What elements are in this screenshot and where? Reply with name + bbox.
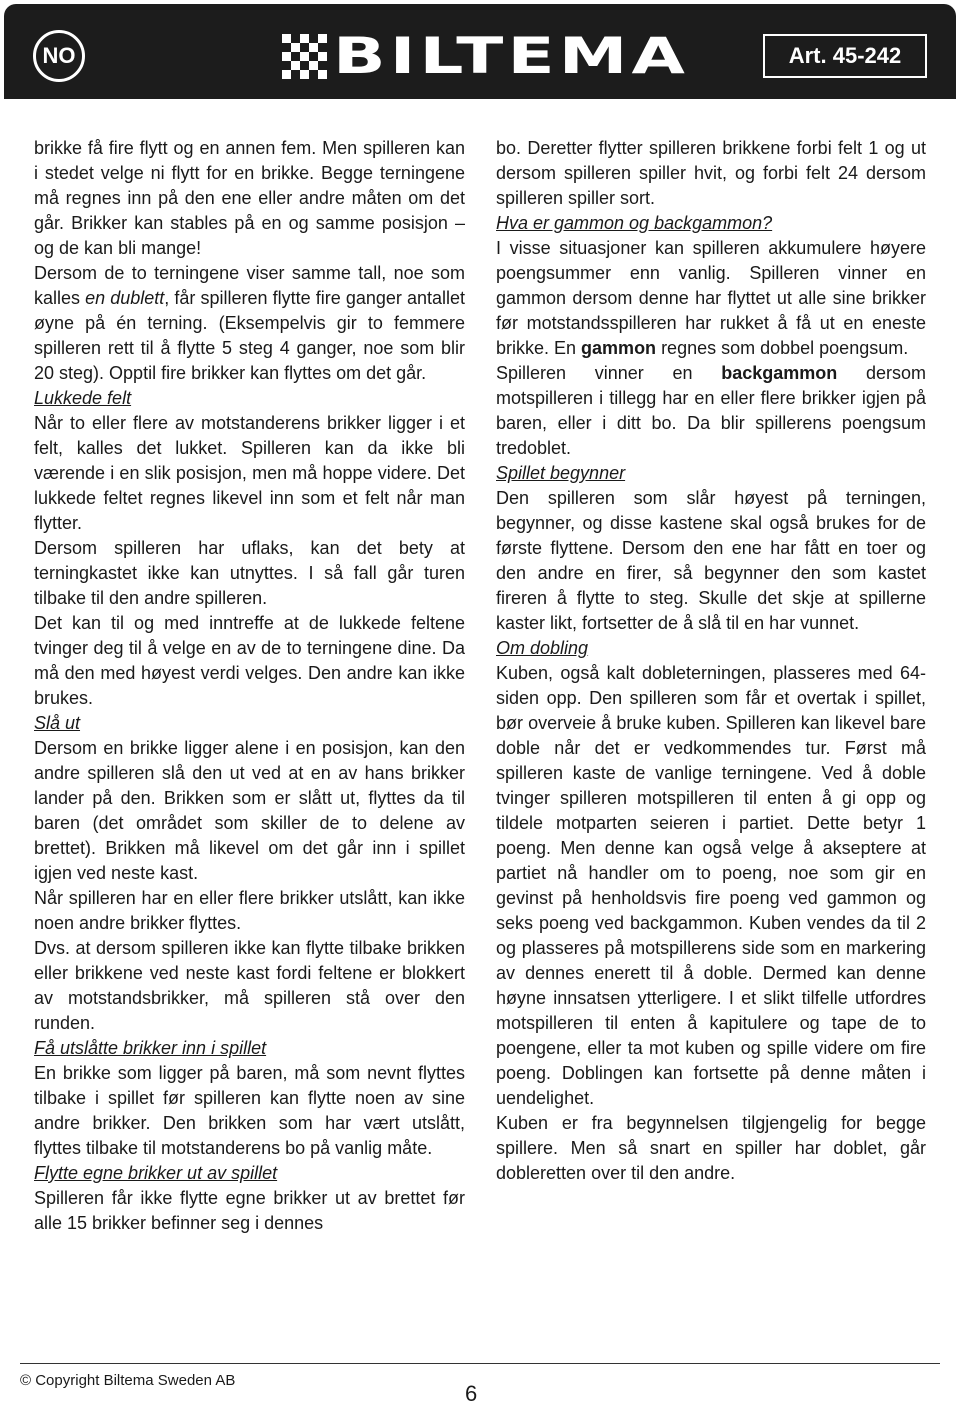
text-run: I visse situasjoner kan spilleren akkumulere høyere poengsummer enn vanlig. Spilleren vinner en gammon dersom denne har flyttet ut alle sine brikker før motstandsspilleren har rukket å få ut en eneste brikke. En bbox=[496, 238, 926, 358]
footer-divider bbox=[20, 1363, 940, 1364]
biltema-logo bbox=[282, 27, 690, 85]
section-heading: Lukkede felt bbox=[34, 388, 132, 408]
language-badge: NO bbox=[33, 30, 85, 82]
right-column bbox=[496, 136, 926, 1186]
page-number: 6 bbox=[465, 1381, 478, 1406]
paragraph: Dersom spilleren har uflaks, kan det bety at terningkastet ikke kan utnyttes. I så fall går turen tilbake til den andre spilleren. bbox=[34, 538, 465, 608]
paragraph: Når to eller flere av motstanderens brikker ligger i et felt, kalles det lukket. Spilleren kan da ikke bli værende i en slik posisjon, men må hoppe videre. Det lukkede feltet regnes likevel inn som et felt når man flytter. bbox=[34, 413, 465, 533]
paragraph: Dvs. at dersom spilleren ikke kan flytte tilbake brikken eller brikkene ved neste kast fordi feltene er blokkert av motstandsbrikker, må spilleren stå over den runden. bbox=[34, 938, 465, 1033]
logo-text: BILTEMA bbox=[333, 27, 690, 85]
section-heading: Hva er gammon og backgammon? bbox=[496, 213, 773, 233]
header-bar bbox=[4, 4, 956, 99]
paragraph bbox=[496, 236, 926, 361]
paragraph: bo. Deretter flytter spilleren brikkene forbi felt 1 og ut dersom spilleren spiller hvit, og forbi felt 24 dersom spilleren spiller sort. bbox=[496, 138, 926, 208]
section-heading: Spillet begynner bbox=[496, 463, 626, 483]
article-number: Art. 45-242 bbox=[763, 34, 927, 78]
paragraph: Kuben er fra begynnelsen tilgjengelig for begge spillere. Men så snart en spiller har doblet, går dobleretten over til den andre. bbox=[496, 1113, 926, 1183]
paragraph: brikke få fire flytt og en annen fem. Men spilleren kan i stedet velge ni flytt for en brikke. Begge terningene må regnes inn på den ene eller andre måten om det går. Brikker kan stables på en og samme posisjon – og de kan bli mange! bbox=[34, 138, 465, 258]
section-heading: Om dobling bbox=[496, 638, 589, 658]
copyright-notice: © Copyright Biltema Sweden AB bbox=[20, 1372, 236, 1389]
text-run: dersom motspilleren i tillegg har en eller flere brikker igjen på baren, eller i ditt bo. Da blir spillerens poengsum tredoblet. bbox=[496, 363, 926, 458]
text-run: , får spilleren flytte fire ganger antallet øyne på én terning. (Eksempelvis gir to femmere spilleren rett til å flytte 5 steg 4 ganger, noe som blir 20 steg). Opptil fire brikker kan flyttes om det går. bbox=[34, 288, 466, 383]
paragraph: Dersom en brikke ligger alene i en posisjon, kan den andre spilleren slå den ut ved at en av hans brikker lander på den. Brikken som er slått ut, flyttes da til baren (det området som skiller de to delene av brettet). Brikken må likevel om det går inn i spillet igjen ved neste kast. bbox=[34, 738, 465, 883]
checkered-flag-icon bbox=[282, 34, 327, 79]
term-gammon: gammon bbox=[581, 338, 657, 358]
term-dublett: en dublett bbox=[85, 288, 165, 308]
text-run: Spilleren vinner en bbox=[496, 363, 722, 383]
left-column bbox=[34, 136, 465, 1236]
paragraph bbox=[496, 361, 926, 461]
section-heading: Flytte egne brikker ut av spillet bbox=[34, 1163, 278, 1183]
text-run: regnes som dobbel poengsum. bbox=[656, 338, 909, 358]
paragraph: Det kan til og med inntreffe at de lukkede feltene tvinger deg til å velge en av de to terningene dine. Da må den med høyest verdi velges. Den andre kan ikke brukes. bbox=[34, 613, 465, 708]
paragraph: Den spilleren som slår høyest på terningen, begynner, og disse kastene skal også brukes for de første flyttene. Dersom den ene har fått en toer og den andre en firer, så begynner den som kastet fireren å flytte to steg. Skulle det skje at spillerne kaster likt, fortsetter de å slå til en har vunnet. bbox=[496, 488, 926, 633]
paragraph bbox=[34, 261, 465, 386]
paragraph: Når spilleren har en eller flere brikker utslått, kan ikke noen andre brikker flyttes. bbox=[34, 888, 465, 933]
text-run: Dersom de to terningene viser samme tall, noe som kalles bbox=[34, 263, 465, 308]
paragraph: Kuben, også kalt dobleterningen, plasseres med 64-siden opp. Den spilleren som får et overtak i spillet, bør overveie å bruke kuben. Spilleren kan likevel bare doble når det er vedkommendes tur. Først må spilleren kaste de vanlige terningene. Ved å doble tvinger spilleren motspilleren til enten å gi opp og tildele motparten seieren i partiet. Dette betyr 1 poeng. Men denne kan også velge å akseptere at partiet nå handler om to poeng, noe som gir en gevinst på henholdsvis fire poeng ved gammon og seks poeng ved backgammon. Kuben vendes da til 2 og plasseres på motspillerens side som en markering av dennes enerett til å doble. Dermed kan denne høyne innsatsen ytterligere. I et slikt tilfelle utfordres motspilleren til enten å kapitulere og tape de to poengene, eller ta mot kuben og spille videre om fire poeng. Doblingen kan fortsette på denne måten i uendelighet. bbox=[496, 663, 926, 1108]
section-heading: Slå ut bbox=[34, 713, 81, 733]
section-heading: Få utslåtte brikker inn i spillet bbox=[34, 1038, 267, 1058]
paragraph: En brikke som ligger på baren, må som nevnt flyttes tilbake i spillet før spilleren kan flytte noen av sine andre brikker. Den brikken som har vært utslått, flyttes tilbake til motstanderens bo på vanlig måte. bbox=[34, 1063, 465, 1158]
paragraph: Spilleren får ikke flytte egne brikker ut av brettet før alle 15 brikker befinner seg i dennes bbox=[34, 1188, 465, 1233]
term-backgammon: backgammon bbox=[721, 363, 838, 383]
